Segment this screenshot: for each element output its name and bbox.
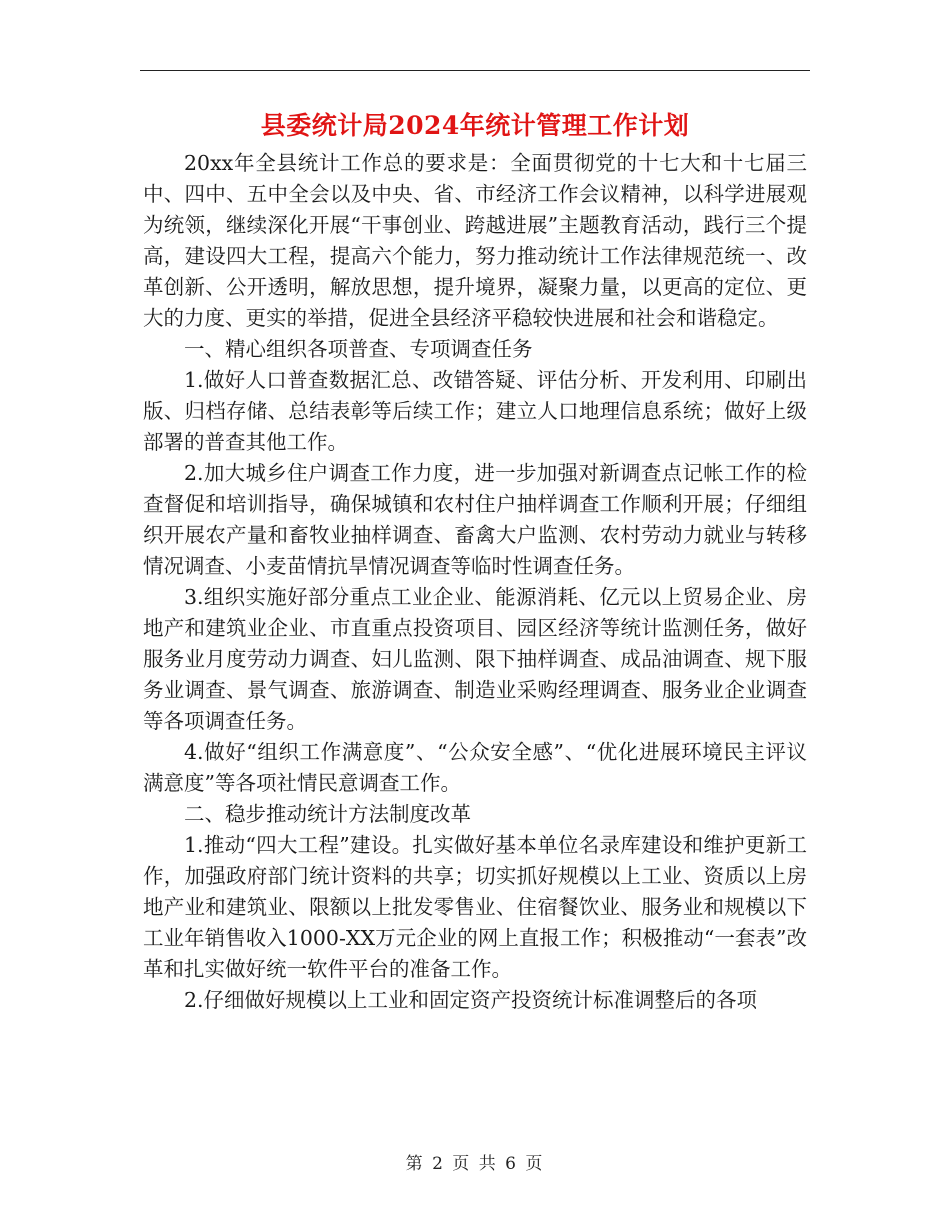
page-number: 第 2 页 共 6 页 <box>405 1154 545 1174</box>
document-body <box>143 148 807 1016</box>
header-divider <box>140 70 810 71</box>
intro-paragraph: 20xx年全县统计工作总的要求是：全面贯彻党的十七大和十七届三中、四中、五中全会以及中央、省、市经济工作会议精神，以科学进展观为统领，继续深化开展“干事创业、跨越进展”主题教育活动，践行三个提高，建设四大工程，提高六个能力，努力推动统计工作法律规范统一、改革创新、公开透明，解放思想，提升境界，凝聚力量，以更高的定位、更大的力度、更实的举措，促进全县经济平稳较快进展和社会和谐稳定。 <box>143 151 807 330</box>
paragraph-1-2: 2.加大城乡住户调查工作力度，进一步加强对新调查点记帐工作的检查督促和培训指导，确保城镇和农村住户抽样调查工作顺利开展；仔细组织开展农产量和畜牧业抽样调查、畜禽大户监测、农村劳动力就业与转移情况调查、小麦苗情抗旱情况调查等临时性调查任务。 <box>143 461 807 578</box>
paragraph-2-2: 2.仔细做好规模以上工业和固定资产投资统计标准调整后的各项 <box>184 988 758 1012</box>
section-heading-1: 一、精心组织各项普查、专项调查任务 <box>184 337 533 361</box>
section-heading-2: 二、稳步推动统计方法制度改革 <box>184 802 471 826</box>
paragraph-1-4: 4.做好“组织工作满意度”、“公众安全感”、“优化进展环境民主评议满意度”等各项社情民意调查工作。 <box>143 740 807 795</box>
document-title: 县委统计局2024年统计管理工作计划 <box>260 111 690 140</box>
paragraph-1-3: 3.组织实施好部分重点工业企业、能源消耗、亿元以上贸易企业、房地产和建筑业企业、市直重点投资项目、园区经济等统计监测任务，做好服务业月度劳动力调查、妇儿监测、限下抽样调查、成品油调查、规下服务业调查、景气调查、旅游调查、制造业采购经理调查、服务业企业调查等各项调查任务。 <box>143 585 807 733</box>
paragraph-1-1: 1.做好人口普查数据汇总、改错答疑、评估分析、开发利用、印刷出版、归档存储、总结表彰等后续工作；建立人口地理信息系统；做好上级部署的普查其他工作。 <box>143 368 807 454</box>
paragraph-2-1: 1.推动“四大工程”建设。扎实做好基本单位名录库建设和维护更新工作，加强政府部门统计资料的共享；切实抓好规模以上工业、资质以上房地产业和建筑业、限额以上批发零售业、住宿餐饮业、服务业和规模以下工业年销售收入1000-XX万元企业的网上直报工作；积极推动“一套表”改革和扎实做好统一软件平台的准备工作。 <box>143 833 807 981</box>
